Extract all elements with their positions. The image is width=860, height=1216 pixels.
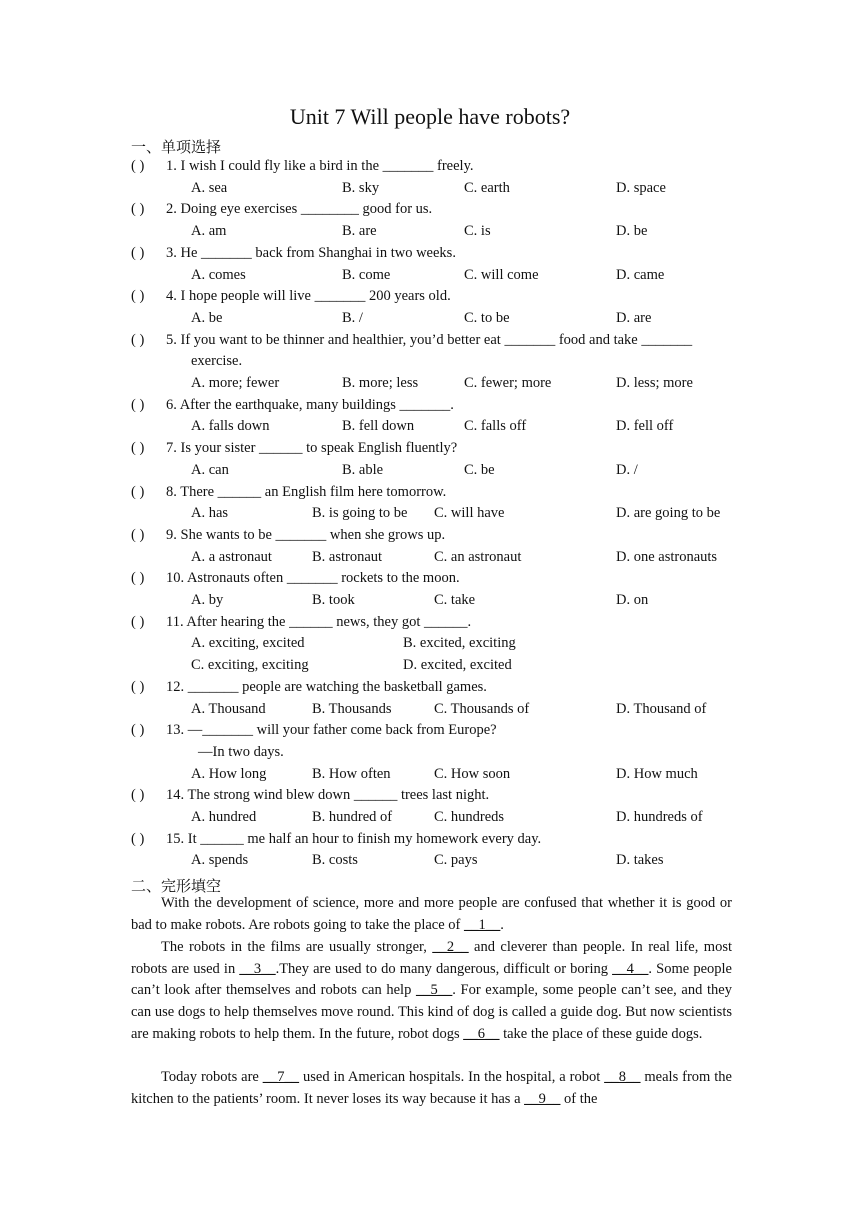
section-heading-choice: 一、单项选择: [131, 138, 222, 156]
option-b[interactable]: B. able: [342, 461, 384, 478]
option-d[interactable]: D. excited, excited: [403, 657, 512, 674]
option-b[interactable]: B. /: [342, 309, 363, 326]
answer-paren[interactable]: ( ): [131, 288, 145, 305]
option-c[interactable]: C. will have: [434, 505, 505, 522]
answer-paren[interactable]: ( ): [131, 830, 145, 847]
answer-paren[interactable]: ( ): [131, 570, 145, 587]
option-c[interactable]: C. fewer; more: [464, 375, 552, 391]
option-a[interactable]: A. exciting, excited: [191, 635, 305, 652]
question-text: 8. There ______ an English film here tomorrow.: [166, 483, 447, 500]
option-c[interactable]: C. is: [464, 223, 491, 240]
option-d[interactable]: D. are going to be: [616, 505, 721, 522]
cloze-blank-3[interactable]: __3__: [239, 960, 276, 977]
answer-paren[interactable]: ( ): [131, 678, 145, 695]
cloze-blank-7[interactable]: __7__: [262, 1069, 300, 1085]
question-text: 5. If you want to be thinner and healthier, you’d better eat _______ food and take _______: [166, 331, 693, 348]
answer-paren[interactable]: ( ): [131, 331, 145, 348]
option-c[interactable]: C. hundreds: [434, 809, 505, 825]
option-b[interactable]: B. How often: [312, 765, 391, 782]
option-d[interactable]: D. came: [616, 266, 665, 283]
option-a[interactable]: A. falls down: [191, 418, 270, 435]
page-title: Unit 7 Will people have robots?: [289, 104, 571, 129]
option-a[interactable]: A. be: [191, 309, 223, 326]
option-c[interactable]: C. take: [434, 592, 476, 608]
cloze-blank-1[interactable]: __1__: [464, 916, 501, 933]
option-a[interactable]: A. by: [191, 592, 224, 608]
option-d[interactable]: D. fell off: [616, 418, 674, 435]
option-a[interactable]: A. has: [191, 505, 229, 522]
option-a[interactable]: A. comes: [191, 266, 246, 283]
option-a[interactable]: A. sea: [191, 179, 228, 196]
answer-paren[interactable]: ( ): [131, 483, 145, 500]
option-b[interactable]: B. fell down: [342, 418, 415, 435]
answer-paren[interactable]: ( ): [131, 396, 145, 413]
question-text: 10. Astronauts often _______ rockets to the moon.: [166, 570, 460, 587]
answer-paren[interactable]: ( ): [131, 526, 145, 543]
option-c[interactable]: C. How soon: [434, 765, 511, 782]
option-b[interactable]: B. are: [342, 223, 377, 240]
option-a[interactable]: A. can: [191, 461, 229, 478]
option-c[interactable]: C. Thousands of: [434, 700, 530, 717]
option-a[interactable]: A. more; fewer: [191, 375, 280, 391]
option-d[interactable]: D. takes: [616, 852, 664, 869]
question-text: 11. After hearing the ______ news, they got ______.: [166, 613, 472, 630]
question-text: 12. _______ people are watching the basketball games.: [166, 678, 487, 695]
answer-paren[interactable]: ( ): [131, 440, 145, 457]
answer-paren[interactable]: ( ): [131, 613, 145, 630]
cloze-blank-5[interactable]: __5__: [415, 982, 453, 999]
option-d[interactable]: D. hundreds of: [616, 809, 703, 825]
passage-paragraph-3: Today robots are __7__ used in American hospitals. In the hospital, a robot __8__ meals from the kitchen to the patients’ room. It never loses its way because it has a __9__ of the: [131, 1069, 732, 1107]
cloze-blank-2[interactable]: __2__: [432, 939, 469, 955]
section-heading-cloze: 二、完形填空: [131, 877, 222, 896]
question-text: 13. —_______ will your father come back from Europe?: [166, 722, 497, 739]
option-c[interactable]: C. earth: [464, 179, 510, 196]
cloze-blank-9[interactable]: __9__: [524, 1090, 561, 1107]
question-text: 2. Doing eye exercises ________ good for us.: [166, 201, 433, 218]
question-text: 6. After the earthquake, many buildings _______.: [166, 396, 454, 413]
option-b[interactable]: B. costs: [312, 852, 358, 869]
cloze-blank-8[interactable]: __8__: [604, 1069, 641, 1085]
question-text-continued: exercise.: [191, 353, 243, 370]
option-c[interactable]: C. exciting, exciting: [191, 657, 309, 674]
option-d[interactable]: D. less; more: [616, 375, 693, 391]
option-b[interactable]: B. excited, exciting: [403, 635, 516, 652]
option-c[interactable]: C. be: [464, 461, 495, 478]
option-a[interactable]: A. am: [191, 223, 227, 240]
question-text: 4. I hope people will live _______ 200 years old.: [166, 288, 451, 305]
option-b[interactable]: B. sky: [342, 179, 380, 196]
option-c[interactable]: C. will come: [464, 266, 539, 283]
cloze-blank-6[interactable]: __6__: [463, 1025, 500, 1042]
option-d[interactable]: D. one astronauts: [616, 548, 718, 565]
cloze-blank-4[interactable]: __4__: [612, 960, 649, 977]
question-text: 3. He _______ back from Shanghai in two weeks.: [166, 244, 456, 261]
option-a[interactable]: A. spends: [191, 852, 249, 869]
question-text: 9. She wants to be _______ when she grows up.: [166, 526, 446, 543]
answer-paren[interactable]: ( ): [131, 787, 145, 804]
option-d[interactable]: D. be: [616, 223, 648, 240]
option-d[interactable]: D. Thousand of: [616, 700, 707, 717]
question-text: 7. Is your sister ______ to speak English fluently?: [166, 440, 458, 457]
option-c[interactable]: C. to be: [464, 309, 510, 326]
answer-paren[interactable]: ( ): [131, 201, 145, 218]
answer-paren[interactable]: ( ): [131, 158, 145, 174]
option-b[interactable]: B. astronaut: [312, 548, 383, 565]
answer-paren[interactable]: ( ): [131, 244, 145, 261]
option-b[interactable]: B. Thousands: [312, 700, 392, 717]
passage-paragraph-1: With the development of science, more and more people are confused that whether it is good or bad to make robots. Are robots going to take the place of __1__.: [131, 895, 732, 933]
question-text: 15. It ______ me half an hour to finish my homework every day.: [166, 830, 542, 847]
option-d[interactable]: D. space: [616, 179, 666, 196]
option-d[interactable]: D. on: [616, 592, 649, 608]
option-d[interactable]: D. How much: [616, 765, 698, 782]
option-c[interactable]: C. falls off: [464, 418, 527, 435]
passage-paragraph-2: The robots in the films are usually stronger, __2__ and cleverer than people. In real life, most robots are used in __3__.They are used to do many dangerous, difficult or boring __4__. Some people can’t look after themselves and robots can help __5__. For example, some people can’t see, and they can use dogs to help themselves move round. This kind of dog is called a guide dog. But now scientists are making robots to help them. In the future, robot dogs __6__ take the place of these guide dogs.: [131, 939, 732, 1042]
option-b[interactable]: B. hundred of: [312, 809, 393, 825]
option-b[interactable]: B. come: [342, 266, 391, 283]
option-b[interactable]: B. is going to be: [312, 505, 408, 522]
option-d[interactable]: D. are: [616, 309, 652, 326]
option-b[interactable]: B. more; less: [342, 375, 419, 391]
option-a[interactable]: A. hundred: [191, 809, 257, 825]
option-a[interactable]: A. Thousand: [191, 700, 266, 717]
option-b[interactable]: B. took: [312, 592, 355, 608]
option-a[interactable]: A. How long: [191, 765, 267, 782]
option-c[interactable]: C. an astronaut: [434, 548, 522, 565]
option-d[interactable]: D. /: [616, 461, 638, 478]
answer-paren[interactable]: ( ): [131, 722, 145, 739]
question-text-continued: —In two days.: [198, 743, 284, 760]
option-c[interactable]: C. pays: [434, 852, 478, 869]
question-text: 14. The strong wind blew down ______ trees last night.: [166, 787, 490, 804]
question-text: 1. I wish I could fly like a bird in the _______ freely.: [166, 158, 474, 174]
option-a[interactable]: A. a astronaut: [191, 548, 272, 565]
